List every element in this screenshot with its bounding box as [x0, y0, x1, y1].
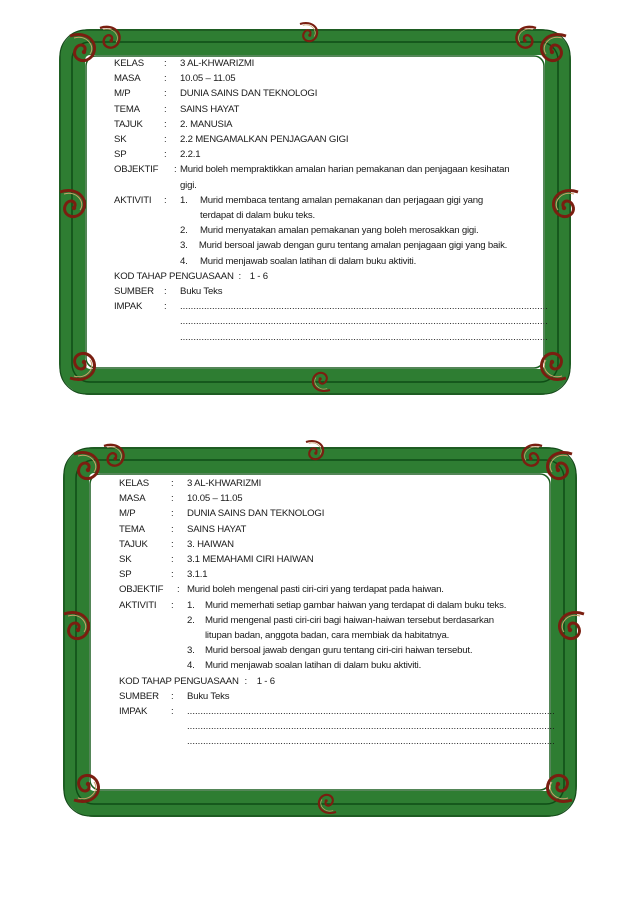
field-value: 2.2.1 — [180, 149, 201, 161]
field-value: 2.2 MENGAMALKAN PENJAGAAN GIGI — [180, 134, 349, 146]
activity-number: 2. — [187, 614, 195, 626]
field-label: KOD TAHAP PENGUASAAN — [114, 270, 234, 282]
field-label: TAJUK — [119, 538, 148, 550]
field-sp — [114, 147, 518, 162]
activity-text: Murid bersoal jawab dengan guru tentang amalan penjagaan gigi yang baik. — [198, 240, 508, 252]
field-objektif — [119, 582, 529, 597]
field-label: SK — [114, 134, 127, 146]
field-label: KOD TAHAP PENGUASAAN — [119, 675, 239, 687]
field-label: OBJEKTIF — [119, 584, 164, 596]
field-label: SUMBER — [114, 286, 154, 298]
colon: : — [171, 569, 174, 581]
colon: : — [171, 599, 174, 611]
lesson-card-2 — [0, 438, 638, 818]
field-tajuk — [114, 117, 518, 132]
colon: : — [164, 118, 167, 130]
field-label: AKTIVITI — [114, 194, 152, 206]
field-kod-tahap — [119, 674, 529, 689]
activity-item — [187, 613, 523, 643]
colon: : — [171, 706, 174, 718]
field-label: SP — [119, 569, 132, 581]
colon: : — [164, 134, 167, 146]
colon: : — [174, 164, 177, 176]
impak-blank-line: .......................................................................................................................................... — [180, 301, 548, 313]
impak-blank-line: .......................................................................................................................................... — [187, 736, 555, 748]
activity-item — [187, 658, 523, 673]
field-sumber — [114, 284, 518, 299]
field-label: TEMA — [119, 523, 145, 535]
activity-text: Murid menyatakan amalan pemakanan yang boleh merosakkan gigi. — [200, 225, 479, 237]
objektif-text: Murid boleh mengenal pasti ciri-ciri yang terdapat pada haiwan. — [187, 584, 444, 596]
field-value: Buku Teks — [187, 690, 230, 702]
field-label: M/P — [119, 508, 136, 520]
colon: : — [164, 301, 167, 313]
field-aktiviti — [119, 598, 529, 674]
field-label: TAJUK — [114, 118, 143, 130]
colon: : — [171, 554, 174, 566]
activity-item — [180, 193, 510, 223]
colon: : — [171, 478, 174, 489]
field-mp — [119, 506, 529, 521]
field-value: 3.1.1 — [187, 569, 208, 581]
field-value: 1 - 6 — [256, 675, 275, 687]
field-value: DUNIA SAINS DAN TEKNOLOGI — [187, 508, 325, 520]
activity-text: Murid memerhati setiap gambar haiwan yang terdapat di dalam buku teks. — [205, 599, 507, 611]
colon: : — [164, 149, 167, 161]
impak-blank-line: .......................................................................................................................................... — [180, 316, 548, 328]
activity-text: Murid menjawab soalan latihan di dalam buku aktiviti. — [205, 660, 422, 672]
activity-number: 3. — [180, 240, 188, 252]
field-label: KELAS — [114, 58, 144, 69]
field-value: DUNIA SAINS DAN TEKNOLOGI — [180, 88, 318, 100]
field-kod-tahap — [114, 269, 518, 284]
field-sumber — [119, 689, 529, 704]
field-label: M/P — [114, 88, 131, 100]
field-label: IMPAK — [114, 301, 143, 313]
field-tema — [119, 522, 529, 537]
field-label: MASA — [119, 493, 146, 505]
field-value: 10.05 – 11.05 — [180, 73, 236, 85]
colon: : — [164, 73, 167, 85]
colon: : — [164, 194, 167, 206]
colon: : — [164, 88, 167, 100]
field-label: SP — [114, 149, 127, 161]
activity-number: 1. — [187, 599, 195, 611]
activity-text: Murid mengenal pasti ciri-ciri bagi haiwan-haiwan tersebut berdasarkan litupan badan, anggota badan, cara membiak da habitatnya. — [205, 614, 494, 642]
colon: : — [238, 270, 241, 282]
field-sk — [114, 132, 518, 147]
activity-text: Murid membaca tentang amalan pemakanan dan perjagaan gigi yang terdapat di dalam buku teks. — [200, 194, 484, 222]
field-kelas — [119, 476, 529, 491]
field-tajuk — [119, 537, 529, 552]
colon: : — [171, 523, 174, 535]
field-mp — [114, 86, 518, 101]
activity-item — [180, 238, 510, 253]
colon: : — [171, 508, 174, 520]
field-objektif — [114, 162, 518, 192]
activity-item — [187, 643, 523, 658]
impak-blank-line: .......................................................................................................................................... — [187, 721, 555, 733]
field-value: 2. MANUSIA — [180, 118, 233, 130]
field-label: KELAS — [119, 478, 149, 489]
field-value: 3 AL-KHWARIZMI — [187, 478, 262, 489]
activity-item — [180, 223, 510, 238]
activity-item — [187, 598, 523, 613]
objektif-text: Murid boleh mempraktikkan amalan harian pemakanan dan penjagaan kesihatan gigi. — [180, 164, 510, 191]
colon: : — [164, 103, 167, 115]
field-value: SAINS HAYAT — [187, 523, 247, 535]
colon: : — [171, 538, 174, 550]
field-kelas — [114, 56, 518, 71]
field-value: 3.1 MEMAHAMI CIRI HAIWAN — [187, 554, 314, 566]
field-value: 1 - 6 — [249, 270, 268, 282]
field-value: Buku Teks — [180, 286, 223, 298]
activity-item — [180, 254, 510, 269]
activity-number: 3. — [187, 645, 195, 657]
field-label: SUMBER — [119, 690, 159, 702]
colon: : — [171, 493, 174, 505]
field-label: MASA — [114, 73, 141, 85]
field-aktiviti — [114, 193, 518, 269]
impak-blank-line: .......................................................................................................................................... — [180, 331, 548, 343]
field-value: SAINS HAYAT — [180, 103, 240, 115]
field-impak — [114, 299, 548, 345]
field-tema — [114, 102, 518, 117]
colon: : — [164, 58, 167, 69]
activity-number: 4. — [180, 255, 188, 267]
field-label: AKTIVITI — [119, 599, 157, 611]
impak-blank-line: .......................................................................................................................................... — [187, 706, 555, 718]
colon: : — [164, 286, 167, 298]
field-value: 3. HAIWAN — [187, 538, 234, 550]
activity-number: 2. — [180, 225, 188, 237]
lesson-card-1 — [0, 22, 638, 392]
colon: : — [244, 675, 247, 687]
field-label: SK — [119, 554, 132, 566]
activity-number: 1. — [180, 194, 188, 206]
activity-number: 4. — [187, 660, 195, 672]
field-impak — [119, 704, 555, 750]
field-masa — [119, 491, 529, 506]
field-masa — [114, 71, 518, 86]
colon: : — [177, 584, 180, 596]
field-label: TEMA — [114, 103, 140, 115]
activity-text: Murid bersoal jawab dengan guru tentang ciri-ciri haiwan tersebut. — [205, 645, 473, 657]
field-label: OBJEKTIF — [114, 164, 159, 176]
field-sk — [119, 552, 529, 567]
field-value: 3 AL-KHWARIZMI — [180, 58, 255, 69]
field-label: IMPAK — [119, 706, 148, 718]
colon: : — [171, 690, 174, 702]
field-value: 10.05 – 11.05 — [187, 493, 243, 505]
activity-text: Murid menjawab soalan latihan di dalam buku aktiviti. — [200, 255, 417, 267]
field-sp — [119, 567, 529, 582]
